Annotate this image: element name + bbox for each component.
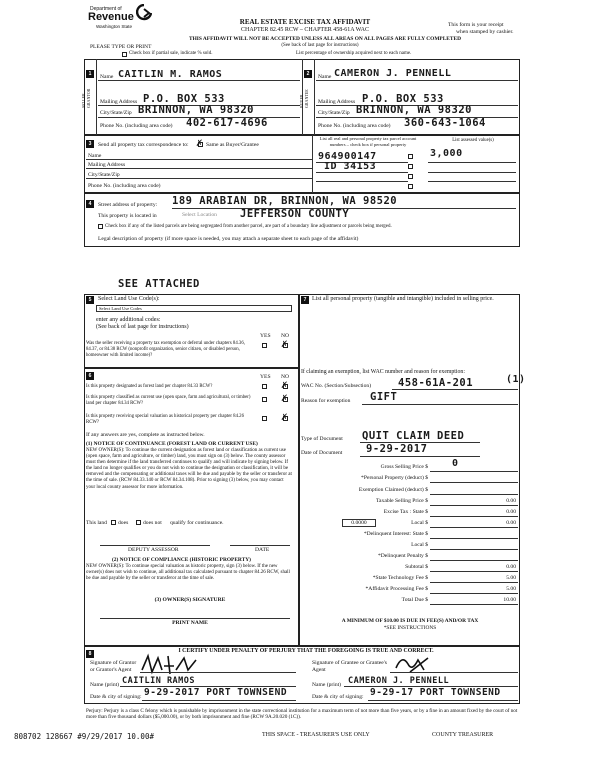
additional-codes-label: enter any additional codes: <box>96 317 161 323</box>
s6-q2: Is this property classified as current use (open space, farm and agricultural, or timber) land per chapter 84.34 RCW? <box>86 395 251 406</box>
s6-does-checkbox[interactable] <box>111 520 116 525</box>
located-label: This property is located in <box>98 213 157 219</box>
assessed-header: List assessed value(s) <box>452 138 494 143</box>
buyer-side-label: BUYER GRANTEE <box>299 89 309 108</box>
tax-row-value: 5.00 <box>506 586 516 592</box>
tax-row-label: Excise Tax : State $ <box>383 509 428 515</box>
grantor-date-city: 9-29-2017 PORT TOWNSEND <box>144 687 288 698</box>
seller-phone-label: Phone No. (including area code) <box>100 123 173 129</box>
s5-no-header: NO <box>281 333 290 339</box>
tax-row-value-handwritten: 0 <box>452 458 459 469</box>
s6-q1-no-mark: ✗ <box>281 378 289 391</box>
s6-does-not-label: does not <box>143 520 162 526</box>
s7-doc-date-value: 9-29-2017 <box>366 443 428 455</box>
perjury-statement: Perjury: Perjury is a class C felony which is punishable by imprisonment in the state correctional institution for a maximum term of not more than five years, or by a fine in an amount fixed by the court of not more than five thousand dollars ($5,000.00), or by both imprisonment and fine (RCW 9A.20.020 (1C)). <box>86 708 518 721</box>
treasurer-stamp: 808702 128667 #9/29/2017 10.00# <box>14 732 154 741</box>
logo-swoosh-icon <box>136 4 152 22</box>
s7-personal-property: List all personal property (tangible and intangible) included in selling price. <box>312 296 494 302</box>
tax-row-label: Exemption Claimed (deduct) $ <box>358 487 428 493</box>
seller-city: BRINNON, WA 98320 <box>138 104 254 116</box>
street-label: Street address of property: <box>98 202 158 208</box>
tax-row-value: 0.00 <box>506 498 516 504</box>
s6-q3-no-mark: ✗ <box>281 410 289 423</box>
s6-if-yes: If any answers are yes, complete as instructed below. <box>86 432 205 438</box>
s6-q1-yes-checkbox[interactable] <box>262 384 267 389</box>
seller-city-label: City/State/Zip <box>100 110 132 116</box>
seller-mailing-label: Mailing Address <box>100 99 138 105</box>
tax-row-value: 10.00 <box>503 597 516 603</box>
s7-doc-date-label: Date of Document <box>301 450 343 456</box>
min-due-note: A MINIMUM OF $10.00 IS DUE IN FEE(S) AND/OR TAX <box>341 618 479 624</box>
buyer-phone-label: Phone No. (including area code) <box>318 123 391 129</box>
s6-q2-no-mark: ✗ <box>281 391 289 404</box>
ownership-note: List percentage of ownership acquired next to each name. <box>296 51 412 56</box>
buyer-phone: 360-643-1064 <box>404 117 486 129</box>
section-5-number: 5 <box>86 296 94 304</box>
logo-line-2: Revenue <box>88 11 134 23</box>
tax-row-label: *Delinquent Interest: State $ <box>363 531 428 537</box>
land-use-see-back: (See back of last page for instructions) <box>96 324 189 330</box>
tax-row-value: 0.00 <box>506 520 516 526</box>
s7-doc-type-label: Type of Document <box>301 436 343 442</box>
s6-this-land: This land <box>86 520 107 526</box>
logo-line-3: Washington State <box>96 24 133 29</box>
grantor-sig-label: Signature of Grantor or Grantor's Agent <box>90 660 137 673</box>
receipt-note-2: when stamped by cashier. <box>456 29 514 35</box>
buyer-mailing-label: Mailing Address <box>318 99 356 105</box>
buyer-city-label: City/State/Zip <box>318 110 350 116</box>
grantor-name-print: CAITLIN RAMOS <box>122 676 196 686</box>
see-instructions-note: *SEE INSTRUCTIONS <box>383 625 437 631</box>
tax-row-label: *Delinquent Penalty $ <box>377 553 428 559</box>
tax-row-label: Total Due $ <box>401 597 428 603</box>
seller-mailing: P.O. BOX 533 <box>143 93 225 105</box>
s6-does-label: does <box>118 520 129 526</box>
section-8-number: 8 <box>86 650 94 658</box>
form-title: REAL ESTATE EXCISE TAX AFFIDAVIT <box>239 18 371 26</box>
section-1-number: 1 <box>86 70 94 78</box>
s7-doc-type-value: QUIT CLAIM DEED <box>362 430 465 442</box>
s7-exemption-note: If claiming an exemption, list WAC number and reason for exemption: <box>301 369 465 375</box>
s6-q3: Is this property receiving special valuation as historical property per chapter 84.26 RCW? <box>86 414 244 425</box>
please-type: PLEASE TYPE OR PRINT <box>90 44 152 50</box>
s6-qualify-label: qualify for continuance. <box>170 520 224 526</box>
s7-wac-value: 458-61A-201 <box>398 377 474 389</box>
grantee-name-label: Name (print) <box>312 682 342 688</box>
see-back-note: (See back of last page for instructions) <box>281 43 359 48</box>
buyer-name: CAMERON J. PENNELL <box>334 68 452 79</box>
s7-reason-label: Reason for exemption <box>301 398 351 404</box>
street-address: 189 ARABIAN DR, BRINNON, WA 98520 <box>172 195 398 207</box>
parcel-2: ID 34153 <box>324 161 377 172</box>
s6-yes-header: YES <box>260 374 271 380</box>
same-as-buyer-check-mark: ✗ <box>196 136 204 149</box>
assessed-value: 3,000 <box>430 148 463 159</box>
s6-q3-yes-checkbox[interactable] <box>262 416 267 421</box>
form-subtitle: CHAPTER 82.45 RCW – CHAPTER 458-61A WAC <box>241 27 369 33</box>
segregated-checkbox[interactable] <box>98 224 103 229</box>
same-as-buyer-label: Same as Buyer/Grantee <box>206 142 259 148</box>
seller-name-label: Name <box>100 74 114 80</box>
grantee-name-print: CAMERON J. PENNELL <box>348 676 450 686</box>
seller-side-label: SELLER GRANTOR <box>81 88 91 108</box>
tax-row-value: 0.00 <box>506 564 516 570</box>
grantee-date-city-label: Date & city of signing: <box>312 694 364 700</box>
county-value: JEFFERSON COUNTY <box>240 208 350 220</box>
tax-row-label: Subtotal $ <box>405 564 428 570</box>
land-use-label: Select Land Use Code(s): <box>98 296 160 302</box>
s6-notice1-title: (1) NOTICE OF CONTINUANCE (FOREST LAND OR CURRENT USE) <box>86 441 258 447</box>
certify-statement: I CERTIFY UNDER PENALTY OF PERJURY THAT THE FOREGOING IS TRUE AND CORRECT. <box>178 648 434 654</box>
s5-yes-header: YES <box>260 333 271 339</box>
logo-line-1: Department of <box>90 6 122 12</box>
tax-row-label: *Affidavit Processing Fee $ <box>365 586 428 592</box>
receipt-note: This form is your receipt <box>448 22 504 28</box>
corr-mailing-label: Mailing Address <box>88 162 126 168</box>
send-correspondence-label: Send all property tax correspondence to: <box>98 142 189 148</box>
section-6-number: 6 <box>86 372 94 380</box>
parcel-2-personal-checkbox[interactable] <box>408 164 413 169</box>
parcel-header: List all real and personal property tax parcel account numbers – check box if personal property <box>319 136 417 147</box>
section-4-number: 4 <box>86 200 94 208</box>
s6-print-name-label: PRINT NAME <box>172 620 208 626</box>
seller-phone: 402-617-4696 <box>186 117 268 129</box>
s5-yes-checkbox[interactable] <box>262 343 267 348</box>
county-treasurer-label: COUNTY TREASURER <box>432 732 494 738</box>
grantee-sig-label: Signature of Grantee or Grantee's Agent <box>312 660 387 673</box>
tax-row-label: Local $ <box>411 542 428 548</box>
tax-row-value: 5.00 <box>506 575 516 581</box>
treasurer-space-label: THIS SPACE - TREASURER'S USE ONLY <box>262 732 370 738</box>
not-accepted-note: THIS AFFIDAVIT WILL NOT BE ACCEPTED UNLESS ALL AREAS ON ALL PAGES ARE FULLY COMPLETED <box>188 36 461 42</box>
s6-q2-yes-checkbox[interactable] <box>262 397 267 402</box>
dor-logo <box>88 2 158 36</box>
tax-row-label: *Personal Property (deduct) $ <box>361 475 428 481</box>
s6-notice1-body: NEW OWNER(S): To continue the current designation as forest land or classification as current use (open space, farm and agriculture, or timber) land, you must sign on (3) below. The county assessor must then determine if the land transferred continues to qualify and will indicate by signing below. If the land no longer qualifies or you do not wish to continue the designation or classification, it will be removed and the compensating or additional taxes will be due and payable by the seller or transferor at the time of sale. (RCW 84.33.140 or RCW 84.34.108). Prior to signing (3) below, you may contact your local county assessor for more information. <box>86 448 292 490</box>
local-rate-box[interactable]: 0.0000 <box>342 519 376 527</box>
section-3-number: 3 <box>86 140 94 148</box>
tax-row-label: Gross Selling Price $ <box>380 464 428 470</box>
buyer-name-label: Name <box>318 74 332 80</box>
s7-wac-suffix: (1) <box>506 374 526 385</box>
section-6-box <box>84 368 299 646</box>
s6-notice2-title: (2) NOTICE OF COMPLIANCE (HISTORIC PROPERTY) <box>112 557 251 563</box>
s7-wac-label: WAC No. (Section/Subsection) <box>301 383 372 389</box>
grantee-date-city: 9-29-17 PORT TOWNSEND <box>370 687 501 698</box>
buyer-city: BRINNON, WA 98320 <box>356 104 472 116</box>
s6-deputy-label: DEPUTY ASSESSOR <box>128 547 179 553</box>
parcel-1-personal-checkbox[interactable] <box>408 154 413 159</box>
corr-name-label: Name <box>88 153 102 159</box>
s6-notice2-body: NEW OWNER(S): To continue special valuation as historic property, sign (3) below. If the new owner(s) does not wish to continue, all additional tax calculated pursuant to chapter 84.26 RCW, shall be due and payable by the seller or transferor at the time of sale. <box>86 564 290 581</box>
s6-no-header: NO <box>281 374 290 380</box>
grantor-date-city-label: Date & city of signing: <box>90 694 142 700</box>
s7-reason-value: GIFT <box>370 391 398 403</box>
parcel-3-personal-checkbox[interactable] <box>408 174 413 179</box>
section-2-number: 2 <box>304 70 312 78</box>
corr-city-label: City/State/Zip <box>88 172 120 178</box>
legal-desc-value: SEE ATTACHED <box>118 278 200 290</box>
legal-desc-label: Legal description of property (if more space is needed, you may attach a separate sheet to each page of the affidavit) <box>98 236 359 242</box>
parcel-1: 964900147 <box>318 151 377 162</box>
s6-date-label: DATE <box>255 547 270 553</box>
s5-exemption-question: Was the seller receiving a property tax exemption or deferral under chapters 84.36, 84.37, or 84.38 RCW (nonprofit organization, senior citizen, or disabled person, homeowner with limited income)? <box>86 341 245 358</box>
tax-row-label: Taxable Selling Price $ <box>376 498 428 504</box>
s5-no-check-mark: ✗ <box>281 337 289 350</box>
tax-row-value: 0.00 <box>506 509 516 515</box>
section-7-number: 7 <box>301 296 309 304</box>
select-location-dropdown[interactable]: Select Location <box>182 212 217 218</box>
land-use-select[interactable]: Select Land Use Codes <box>96 305 292 312</box>
partial-sale-label: Check box if partial sale, indicate % sold. <box>129 51 213 56</box>
seller-name: CAITLIN M. RAMOS <box>118 69 223 80</box>
grantor-name-label: Name (print) <box>90 682 120 688</box>
corr-phone-label: Phone No. (including area code) <box>88 183 161 189</box>
parcel-4-personal-checkbox[interactable] <box>408 184 413 189</box>
buyer-mailing: P.O. BOX 533 <box>362 93 444 105</box>
tax-row-label: Local $ <box>411 520 428 526</box>
tax-row-label: *State Technology Fee $ <box>372 575 428 581</box>
s6-does-not-checkbox[interactable] <box>136 520 141 525</box>
partial-sale-checkbox[interactable] <box>122 52 127 57</box>
s6-owner-sig-label: (3) OWNER(S) SIGNATURE <box>154 597 226 603</box>
segregated-label: Check box if any of the listed parcels are being segregated from another parcel, are part of a boundary line adjustment or parcels being merged. <box>105 224 392 229</box>
s6-q1: Is this property designated as forest land per chapter 84.33 RCW? <box>86 384 213 389</box>
